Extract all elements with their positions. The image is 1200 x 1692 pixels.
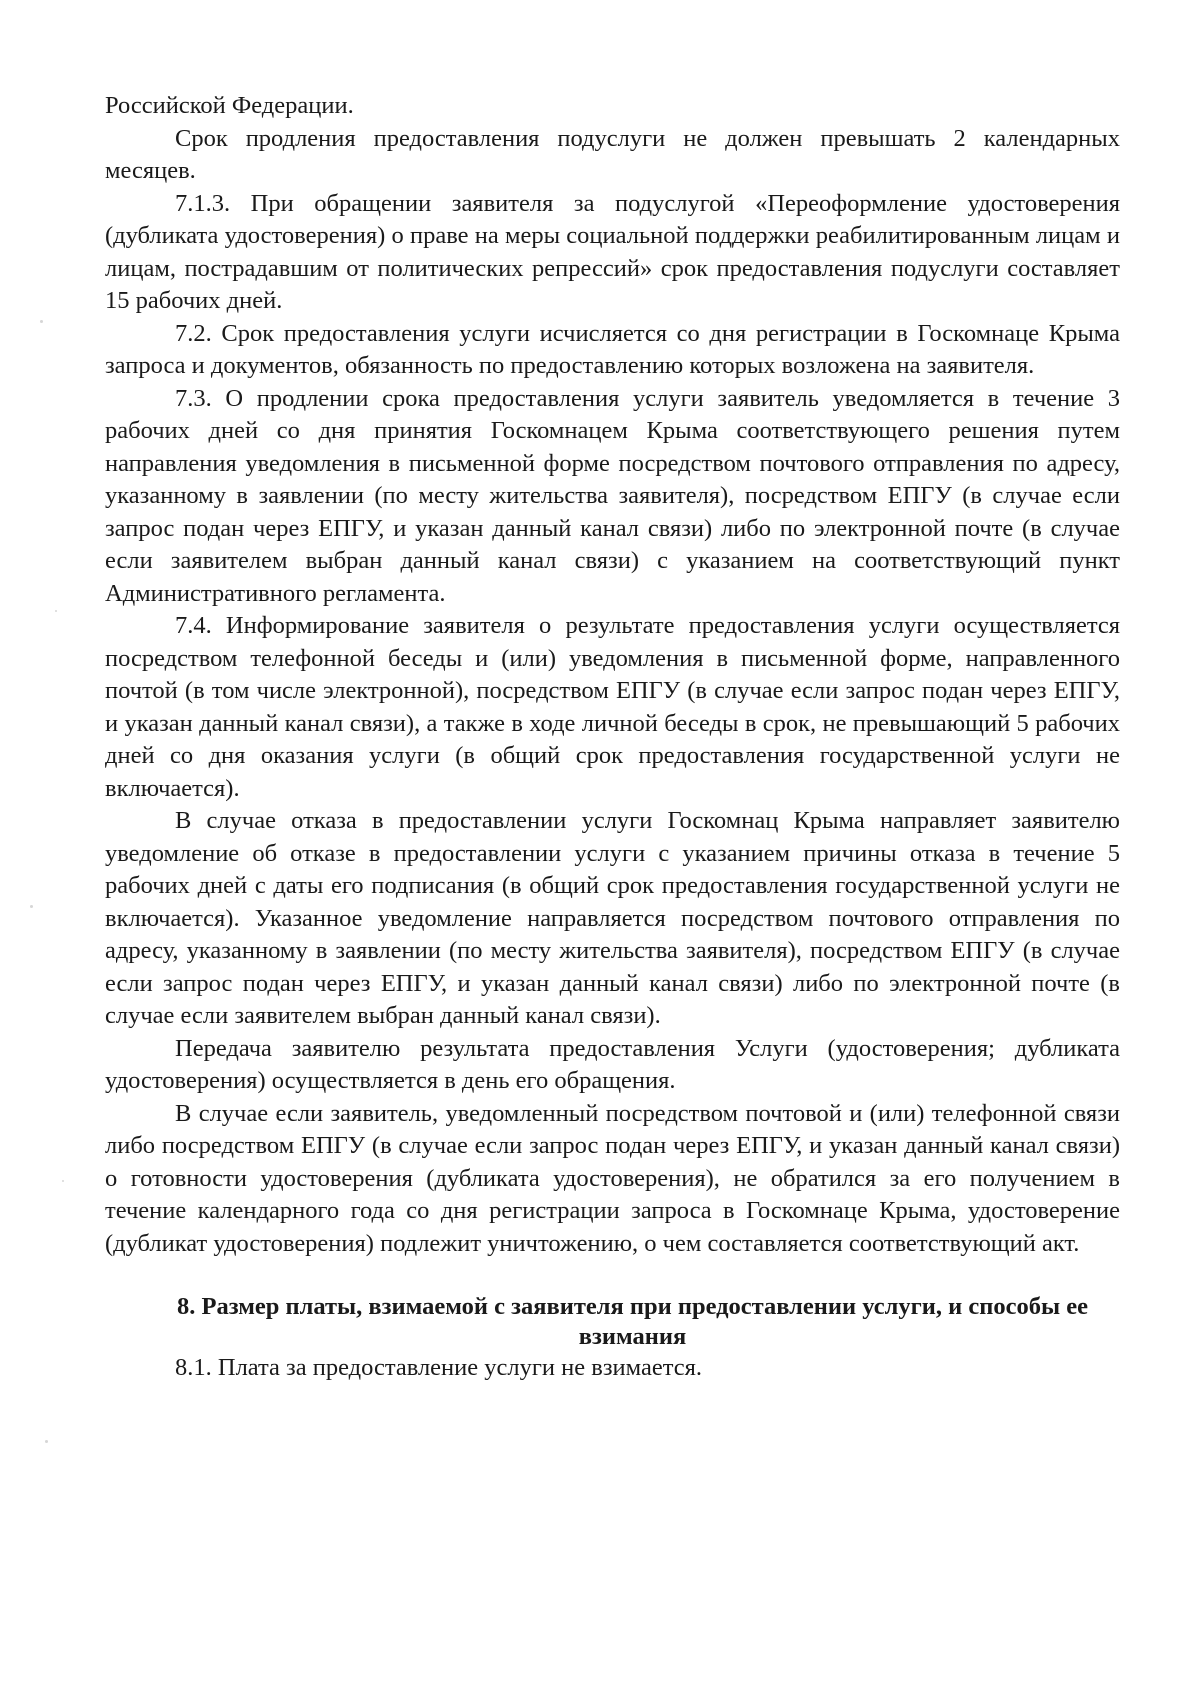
paragraph-extension-term: Срок продления предоставления подуслуги не должен превышать 2 календарных месяцев. <box>105 124 1120 184</box>
scan-speck <box>45 1440 48 1443</box>
paragraph-7-3: 7.3. О продлении срока предоставления услуги заявитель уведомляется в течение 3 рабочих дней со дня принятия Госкомнацем Крыма соответствующего решения путем направления уведомления в письменной форме посредством почтового отправления по адресу, указанному в заявлении (по месту жительства заявителя), посредством ЕПГУ (в случае если запрос подан через ЕПГУ, и указан данный канал связи) либо по электронной почте (в случае если заявителем выбран данный канал связи) с указанием на соответствующий пункт Административного регламента. <box>105 384 1120 607</box>
paragraph-7-1-3: 7.1.3. При обращении заявителя за подуслугой «Переоформление удостоверения (дубликата удостоверения) о праве на меры социальной поддержки реабилитированным лицам и лицам, пострадавшим от политических репрессий» срок предоставления подуслуги составляет 15 рабочих дней. <box>105 189 1120 314</box>
paragraph-8-1: 8.1. Плата за предоставление услуги не взимается. <box>175 1354 702 1381</box>
scan-speck <box>30 905 33 908</box>
paragraph-refusal: В случае отказа в предоставлении услуги Госкомнац Крыма направляет заявителю уведомление об отказе в предоставлении услуги с указанием причины отказа в течение 5 рабочих дней с даты его подписания (в общий срок предоставления государственной услуги не включается). Указанное уведомление направляется посредством почтового отправления по адресу, указанному в заявлении (по месту жительства заявителя), посредством ЕПГУ (в случае если запрос подан через ЕПГУ, и указан данный канал связи) либо по электронной почте (в случае если заявителем выбран данный канал связи). <box>105 807 1120 1029</box>
paragraph-transfer: Передача заявителю результата предоставления Услуги (удостоверения; дубликата удостоверения) осуществляется в день его обращения. <box>105 1034 1120 1094</box>
paragraph-destruction: В случае если заявитель, уведомленный посредством почтовой и (или) телефонной связи либо посредством ЕПГУ (в случае если запрос подан через ЕПГУ, и указан данный канал связи) о готовности удостоверения (дубликата удостоверения), не обратился за его получением в течение календарного года со дня регистрации запроса в Госкомнаце Крыма, удостоверение (дубликат удостоверения) подлежит уничтожению, о чем составляется соответствующий акт. <box>105 1099 1120 1257</box>
paragraph-7-2: 7.2. Срок предоставления услуги исчисляется со дня регистрации в Госкомнаце Крыма запроса и документов, обязанность по предоставлению которых возложена на заявителя. <box>105 319 1120 379</box>
paragraph-continuation: Российской Федерации. <box>105 92 354 119</box>
document-page <box>105 90 1120 1385</box>
scan-speck <box>55 610 57 612</box>
paragraph-7-4: 7.4. Информирование заявителя о результате предоставления услуги осуществляется посредством телефонной беседы и (или) уведомления в письменной форме, направленного почтой (в том числе электронной), посредством ЕПГУ (в случае если запрос подан через ЕПГУ, и указан данный канал связи), а также в ходе личной беседы в срок, не превышающий 5 рабочих дней со дня оказания услуги (в общий срок предоставления государственной услуги не включается). <box>105 612 1120 802</box>
scan-speck <box>40 320 43 323</box>
section-8-heading: 8. Размер платы, взимаемой с заявителя при предоставлении услуги, и способы ее взимания <box>177 1293 1088 1350</box>
scan-speck <box>62 1180 64 1182</box>
